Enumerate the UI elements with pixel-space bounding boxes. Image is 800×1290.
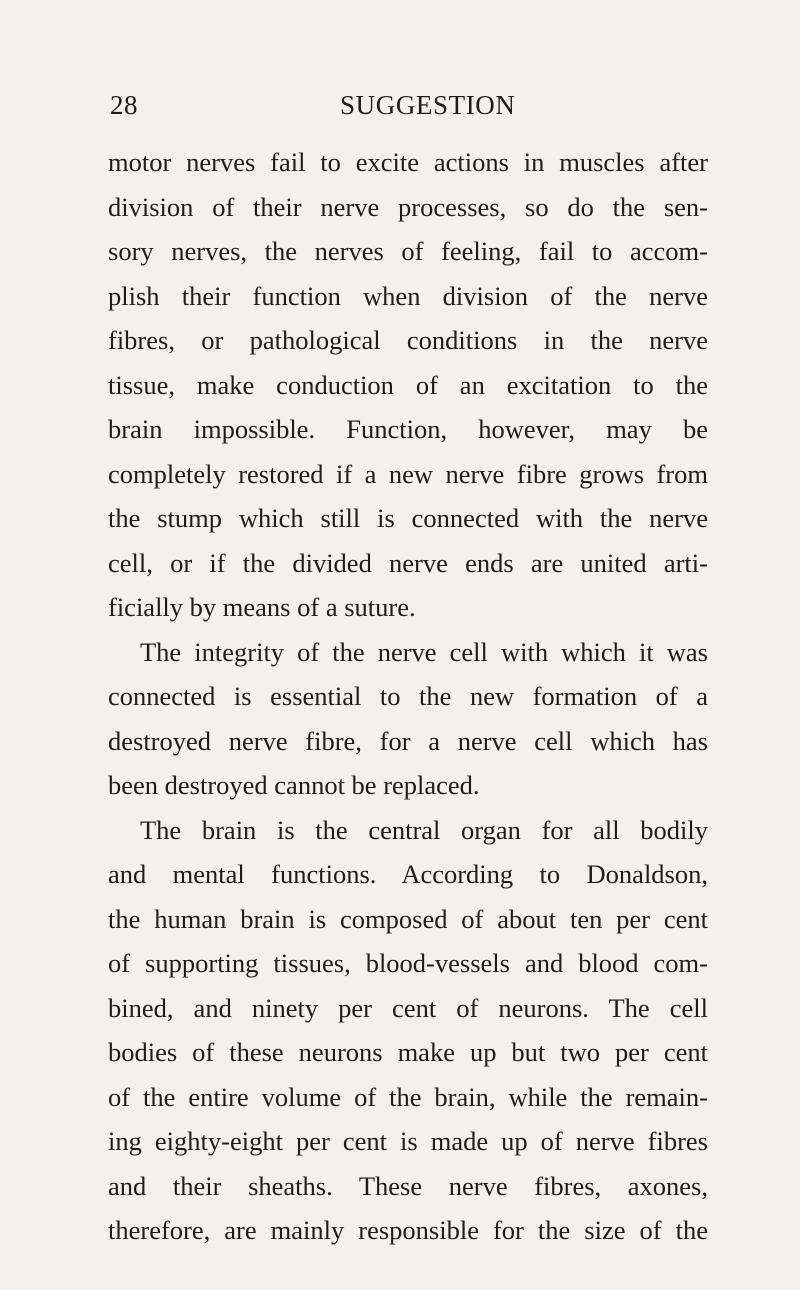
text-line: The brain is the central organ for all bodily xyxy=(140,814,708,845)
text-line: fibres, or pathological conditions in the nerve xyxy=(108,325,708,355)
text-line: ing eighty-eight per cent is made up of nerve fibres xyxy=(108,1126,708,1156)
text-line: the human brain is composed of about ten per cent xyxy=(108,903,708,934)
text-line: and their sheaths. These nerve fibres, axones, xyxy=(108,1170,708,1201)
text-line: ficially by means of a suture. xyxy=(108,592,416,622)
text-line: bined, and ninety per cent of neurons. The cell xyxy=(108,992,708,1023)
text-line: of supporting tissues, blood-vessels and blood com- xyxy=(108,948,708,978)
text-line: cell, or if the divided nerve ends are united arti- xyxy=(108,547,708,578)
text-line: brain impossible. Function, however, may be xyxy=(108,414,708,444)
text-line: connected is essential to the new formation of a xyxy=(108,681,708,711)
text-line: sory nerves, the nerves of feeling, fail to accom- xyxy=(108,236,708,266)
text-line: therefore, are mainly responsible for the size of the xyxy=(108,1215,708,1245)
text-line: plish their function when division of the nerve xyxy=(108,280,708,311)
text-line: division of their nerve processes, so do the sen- xyxy=(108,191,708,222)
text-line: bodies of these neurons make up but two per cent xyxy=(108,1037,708,1067)
body-text xyxy=(108,140,708,1253)
text-line: completely restored if a new nerve fibre grows from xyxy=(108,458,708,489)
running-head xyxy=(110,90,700,126)
text-line: destroyed nerve fibre, for a nerve cell which has xyxy=(108,725,708,756)
text-line: been destroyed cannot be replaced. xyxy=(108,770,480,800)
text-line: The integrity of the nerve cell with which it was xyxy=(140,636,708,667)
running-title: SUGGESTION xyxy=(340,90,516,120)
text-line: tissue, make conduction of an excitation to the xyxy=(108,369,708,400)
text-line: motor nerves fail to excite actions in muscles after xyxy=(108,147,708,177)
text-line: of the entire volume of the brain, while the remain- xyxy=(108,1081,708,1112)
page-number: 28 xyxy=(110,90,138,120)
text-line: the stump which still is connected with the nerve xyxy=(108,503,708,533)
text-line: and mental functions. According to Donaldson, xyxy=(108,859,708,889)
